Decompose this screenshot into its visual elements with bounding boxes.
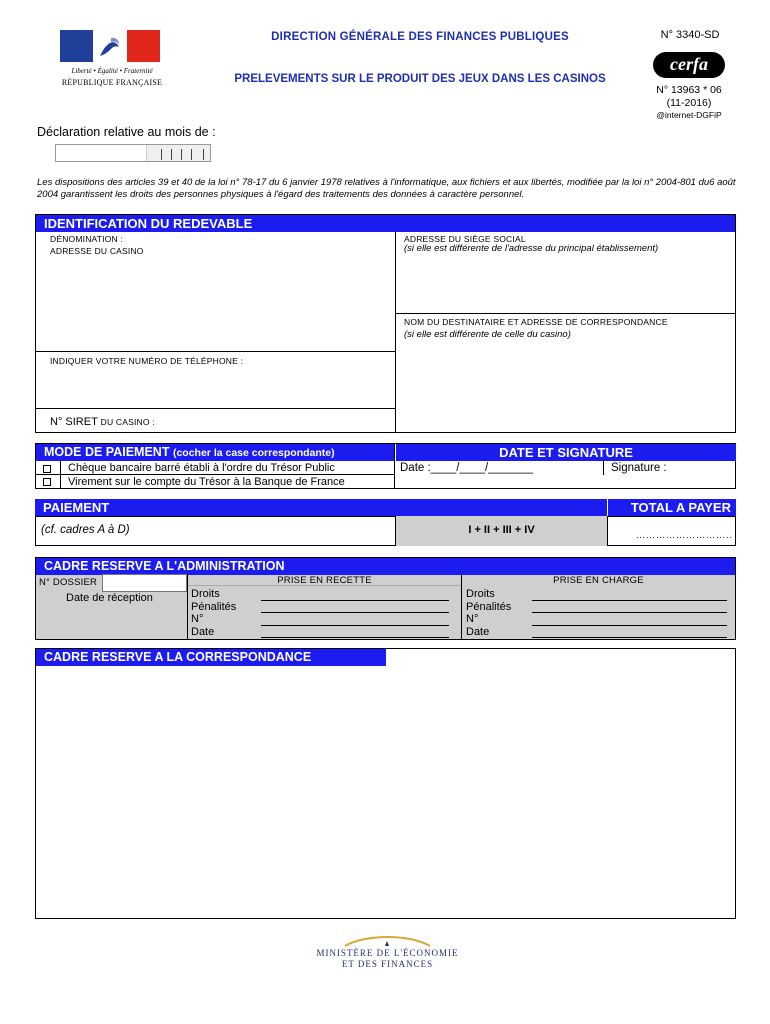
charge-date: Date	[466, 625, 490, 638]
charge-droits: Droits	[466, 588, 495, 600]
paiement-title: PAIEMENT	[35, 499, 736, 516]
ministere-line1: MINISTÈRE DE L'ÉCONOMIE	[316, 948, 459, 958]
recette-numero: N°	[191, 613, 204, 625]
identification-section	[35, 214, 736, 433]
cerfa-date: (11-2016)	[666, 97, 712, 109]
charge-numero: N°	[466, 613, 479, 625]
dossier-text: N° DOSSIER	[39, 577, 98, 588]
siret-suffix: DU CASINO :	[100, 417, 155, 427]
payment-mode-section	[35, 443, 736, 489]
recette-rows	[191, 588, 236, 638]
form-title: PRELEVEMENTS SUR LE PRODUIT DES JEUX DANS LES CASINOS	[234, 73, 606, 85]
identification-title: IDENTIFICATION DU REDEVABLE	[36, 215, 735, 232]
reception-label: Date de réception	[66, 592, 153, 604]
denomination-label: DÉNOMINATION :	[50, 234, 124, 244]
paiement-section	[35, 499, 736, 546]
cheque-option-label: Chèque bancaire barré établi à l'ordre du Trésor Public	[68, 462, 335, 474]
formula-label: I + II + III + IV	[468, 524, 535, 536]
declaration-month-field[interactable]	[55, 144, 211, 162]
cerfa-logo: cerfa	[653, 52, 725, 78]
adresse-siege-label: ADRESSE DU SIÈGE SOCIAL	[404, 234, 526, 244]
virement-option-label: Virement sur le compte du Trésor à la Banque de France	[68, 476, 345, 488]
recette-penalites: Pénalités	[191, 600, 237, 613]
destinataire-label: NOM DU DESTINATAIRE ET ADRESSE DE CORRESPONDANCE	[404, 317, 668, 327]
recette-droits: Droits	[191, 588, 220, 600]
siret-label	[50, 416, 155, 428]
destinataire-divider	[395, 313, 736, 314]
identification-divider	[395, 232, 396, 433]
payment-mode-title-bar	[36, 444, 394, 461]
adresse-casino-label: ADRESSE DU CASINO	[50, 246, 144, 256]
total-amount-field[interactable]: ………………………..	[635, 530, 733, 540]
telephone-label: INDIQUER VOTRE NUMÉRO DE TÉLÉPHONE :	[50, 356, 244, 366]
total-title: TOTAL A PAYER	[607, 499, 736, 516]
correspondance-title: CADRE RESERVE A LA CORRESPONDANCE	[36, 649, 386, 666]
cheque-checkbox[interactable]	[43, 464, 51, 476]
virement-checkbox[interactable]	[43, 477, 51, 489]
declaration-label: Déclaration relative au mois de :	[37, 125, 216, 139]
destinataire-note: (si elle est différente de celle du casino)	[404, 329, 571, 340]
date-signature-title: DATE ET SIGNATURE	[396, 444, 736, 461]
recette-title: PRISE EN RECETTE	[277, 575, 372, 586]
charge-title: PRISE EN CHARGE	[553, 575, 644, 586]
payment-mode-title: MODE DE PAIEMENT	[44, 445, 170, 459]
payment-mode-divider	[394, 444, 395, 488]
recette-lines	[261, 588, 449, 638]
siret-divider	[36, 408, 395, 409]
internet-label: @internet-DGFiP	[656, 110, 722, 120]
payment-mode-note: (cocher la case correspondante)	[172, 447, 335, 459]
charge-lines	[532, 588, 727, 638]
ministere-arc-icon	[340, 930, 435, 948]
marianne-icon	[97, 34, 123, 60]
administration-section	[35, 557, 736, 640]
signature-divider	[603, 461, 604, 475]
adresse-siege-note: (si elle est différente de l'adresse du principal établissement)	[404, 243, 659, 254]
signature-label: Signature :	[611, 462, 667, 474]
siret-prefix: N° SIRET	[50, 416, 98, 428]
ministere-line2: ET DES FINANCES	[341, 959, 434, 969]
legal-notice: Les dispositions des articles 39 et 40 de la loi n° 78-17 du 6 janvier 1978 relatives à l'informatique, aux fichiers et aux libertés, modifiée par la loi n° 2004-801 du6 août 2004 garantissent les droits des personnes physiques à l'égard des traitements des données à caractère personnel.	[37, 177, 736, 200]
ministere-logo	[300, 948, 475, 970]
charge-penalites: Pénalités	[466, 600, 512, 613]
administration-title: CADRE RESERVE A L'ADMINISTRATION	[36, 558, 735, 575]
paiement-note: (cf. cadres A à D)	[41, 524, 130, 536]
dossier-field[interactable]	[102, 574, 187, 592]
republique-logo	[60, 30, 160, 62]
form-number: N° 3340-SD	[660, 29, 720, 41]
republique-label: RÉPUBLIQUE FRANÇAISE	[61, 78, 163, 87]
cerfa-number	[645, 84, 733, 110]
dossier-label	[39, 577, 97, 588]
date-field[interactable]: Date :____/____/_______	[400, 462, 534, 474]
motto: Liberté • Égalité • Fraternité	[71, 67, 153, 75]
charge-rows	[466, 588, 511, 638]
telephone-divider	[36, 351, 395, 352]
recette-date: Date	[191, 625, 215, 638]
cerfa-number-value: N° 13963 * 06	[656, 84, 722, 96]
payment-options-divider	[36, 474, 394, 475]
correspondance-section[interactable]	[35, 648, 736, 919]
direction-title: DIRECTION GÉNÉRALE DES FINANCES PUBLIQUES	[271, 31, 569, 43]
